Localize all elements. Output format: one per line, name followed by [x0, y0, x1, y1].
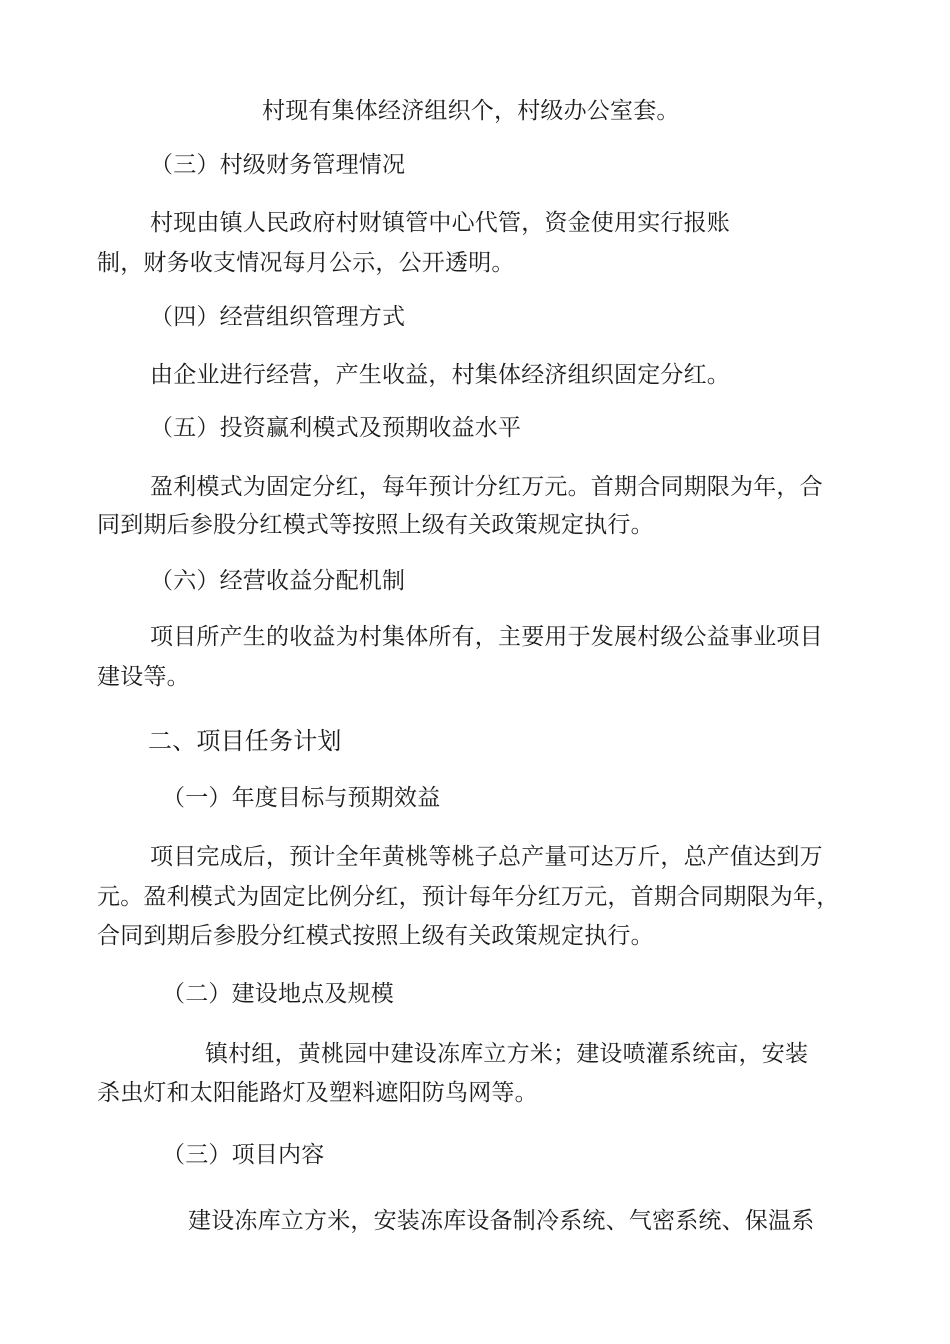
paragraph-line: 项目所产生的收益为村集体所有，主要用于发展村级公益事业项目 — [150, 624, 823, 650]
paragraph-line: 制，财务收支情况每月公示，公开透明。 — [97, 250, 515, 276]
paragraph-line: 项目完成后，预计全年黄桃等桃子总产量可达万斤，总产值达到万 — [150, 844, 823, 870]
paragraph-line: 村现由镇人民政府村财镇管中心代管，资金使用实行报账 — [150, 210, 730, 236]
section-heading: 二、项目任务计划 — [148, 727, 342, 755]
paragraph-line: 由企业进行经营，产生收益，村集体经济组织固定分红。 — [150, 362, 730, 388]
paragraph-line: 村现有集体经济组织个，村级办公室套。 — [262, 98, 680, 124]
paragraph-line: 建设等。 — [97, 664, 190, 690]
paragraph-line: 盈利模式为固定分红，每年预计分红万元。首期合同期限为年，合 — [150, 474, 823, 500]
subheading: （三）项目内容 — [162, 1142, 325, 1168]
subheading: （四）经营组织管理方式 — [150, 304, 406, 330]
paragraph-line: 合同到期后参股分红模式按照上级有关政策规定执行。 — [97, 923, 654, 949]
subheading: （五）投资赢利模式及预期收益水平 — [150, 415, 522, 441]
subheading: （一）年度目标与预期效益 — [162, 785, 441, 811]
subheading: （三）村级财务管理情况 — [150, 152, 406, 178]
paragraph-line: 镇村组，黄桃园中建设冻库立方米；建设喷灌系统亩，安装 — [205, 1041, 809, 1067]
paragraph-line: 建设冻库立方米，安装冻库设备制冷系统、气密系统、保温系 — [188, 1208, 815, 1234]
subheading: （二）建设地点及规模 — [162, 981, 394, 1007]
subheading: （六）经营收益分配机制 — [150, 568, 406, 594]
paragraph-line: 杀虫灯和太阳能路灯及塑料遮阳防鸟网等。 — [97, 1080, 538, 1106]
paragraph-line: 元。盈利模式为固定比例分红，预计每年分红万元，首期合同期限为年， — [97, 884, 840, 910]
paragraph-line: 同到期后参股分红模式等按照上级有关政策规定执行。 — [97, 512, 654, 538]
